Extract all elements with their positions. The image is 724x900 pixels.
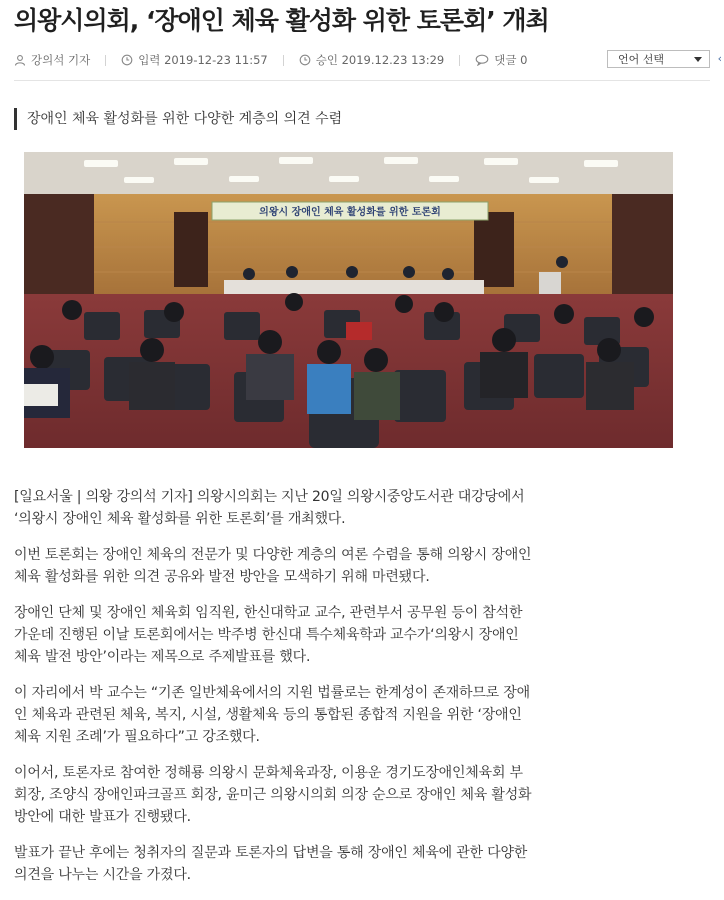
chevron-left-icon[interactable]: ‹	[717, 52, 722, 65]
photo-ceiling	[24, 152, 673, 194]
reporter-name[interactable]: 강의석 기자	[31, 53, 91, 67]
article-subtitle: 장애인 체육 활성화를 위한 다양한 계층의 의견 수렴	[14, 108, 342, 130]
paragraph-line: 인 체육과 관련된 체육, 복지, 시설, 생활체육 등의 통합된 종합적 지원을 위한 ‘장애인	[14, 707, 522, 723]
paragraph-line: 가운데 진행된 이날 토론회에서는 박주병 한신대 특수체육학과 교수가‘의왕시 장애인	[14, 627, 519, 643]
article-meta-bar	[14, 50, 724, 70]
left-door	[174, 212, 208, 287]
red-jacket	[346, 322, 372, 340]
stage-table	[224, 280, 484, 294]
article-headline: 의왕시의회, ‘장애인 체육 활성화 위한 토론회’ 개최	[14, 6, 549, 35]
article-photo	[24, 152, 673, 448]
paragraph-line: 체육 발전 방안’이라는 제목으로 주제발표를 했다.	[14, 649, 311, 665]
paper-handout	[24, 384, 58, 406]
event-banner-text: 의왕시 장애인 체육 활성화를 위한 토론회	[259, 207, 441, 218]
article-paragraph	[14, 486, 714, 530]
clock-icon	[121, 54, 133, 66]
meta-divider	[105, 55, 106, 66]
clock-icon	[299, 54, 311, 66]
approved-time: 2019.12.23 13:29	[341, 53, 445, 67]
person-icon	[14, 54, 26, 66]
paragraph-line: 이어서, 토론자로 참여한 정해룡 의왕시 문화체육과장, 이용운 경기도장애인체육회 부	[14, 765, 523, 781]
comments-label: 댓글	[494, 53, 517, 67]
paragraph-line: 체육 지원 조례’가 필요하다”고 강조했다.	[14, 729, 260, 745]
left-curtain	[24, 194, 94, 304]
article-paragraph	[14, 762, 714, 828]
paragraph-line: [일요서울 | 의왕 강의석 기자] 의왕시의회는 지난 20일 의왕시중앙도서관 대강당에서	[14, 489, 525, 505]
paragraph-line: 이 자리에서 박 교수는 “기존 일반체육에서의 지원 법률로는 한계성이 존재하므로 장애	[14, 685, 530, 701]
paragraph-line: 회장, 조양식 장애인파크골프 회장, 윤미근 의왕시의회 의장 순으로 장애인 체육 활성화	[14, 787, 532, 803]
article-paragraph	[14, 842, 714, 886]
paragraph-line: 방안에 대한 발표가 진행됐다.	[14, 809, 191, 825]
paragraph-line: 이번 토론회는 장애인 체육의 전문가 및 다양한 계층의 여론 수렴을 통해 의왕시 장애인	[14, 547, 532, 563]
paragraph-line: 장애인 단체 및 장애인 체육회 임직원, 한신대학교 교수, 관련부서 공무원 등이 참석한	[14, 605, 523, 621]
reporter-info	[14, 52, 90, 68]
approved-time-info	[299, 52, 445, 68]
right-door	[474, 212, 514, 287]
language-select-value: 언어 선택	[618, 53, 665, 66]
article-paragraph	[14, 602, 714, 668]
comments-count: 0	[520, 53, 528, 67]
meta-divider	[459, 55, 460, 66]
comment-bubble-icon	[475, 54, 489, 66]
right-curtain	[612, 194, 673, 304]
approved-label: 승인	[315, 53, 338, 67]
paragraph-line: ‘의왕시 장애인 체육 활성화를 위한 토론회’를 개최했다.	[14, 511, 346, 527]
input-time-info	[121, 52, 268, 68]
article-paragraph	[14, 544, 714, 588]
paragraph-line: 발표가 끝난 후에는 청취자의 질문과 토론자의 답변을 통해 장애인 체육에 관한 다양한	[14, 845, 528, 861]
article-paragraph	[14, 682, 714, 748]
header-divider	[14, 80, 710, 81]
comments-link[interactable]	[475, 52, 527, 68]
meta-divider	[283, 55, 284, 66]
language-select[interactable]	[607, 50, 710, 68]
paragraph-line: 의견을 나누는 시간을 가졌다.	[14, 867, 191, 883]
paragraph-line: 체육 활성화를 위한 의견 공유와 발전 방안을 모색하기 위해 마련됐다.	[14, 569, 430, 585]
input-label: 입력	[138, 53, 161, 67]
input-time: 2019-12-23 11:57	[164, 53, 268, 67]
caret-down-icon	[694, 57, 702, 62]
